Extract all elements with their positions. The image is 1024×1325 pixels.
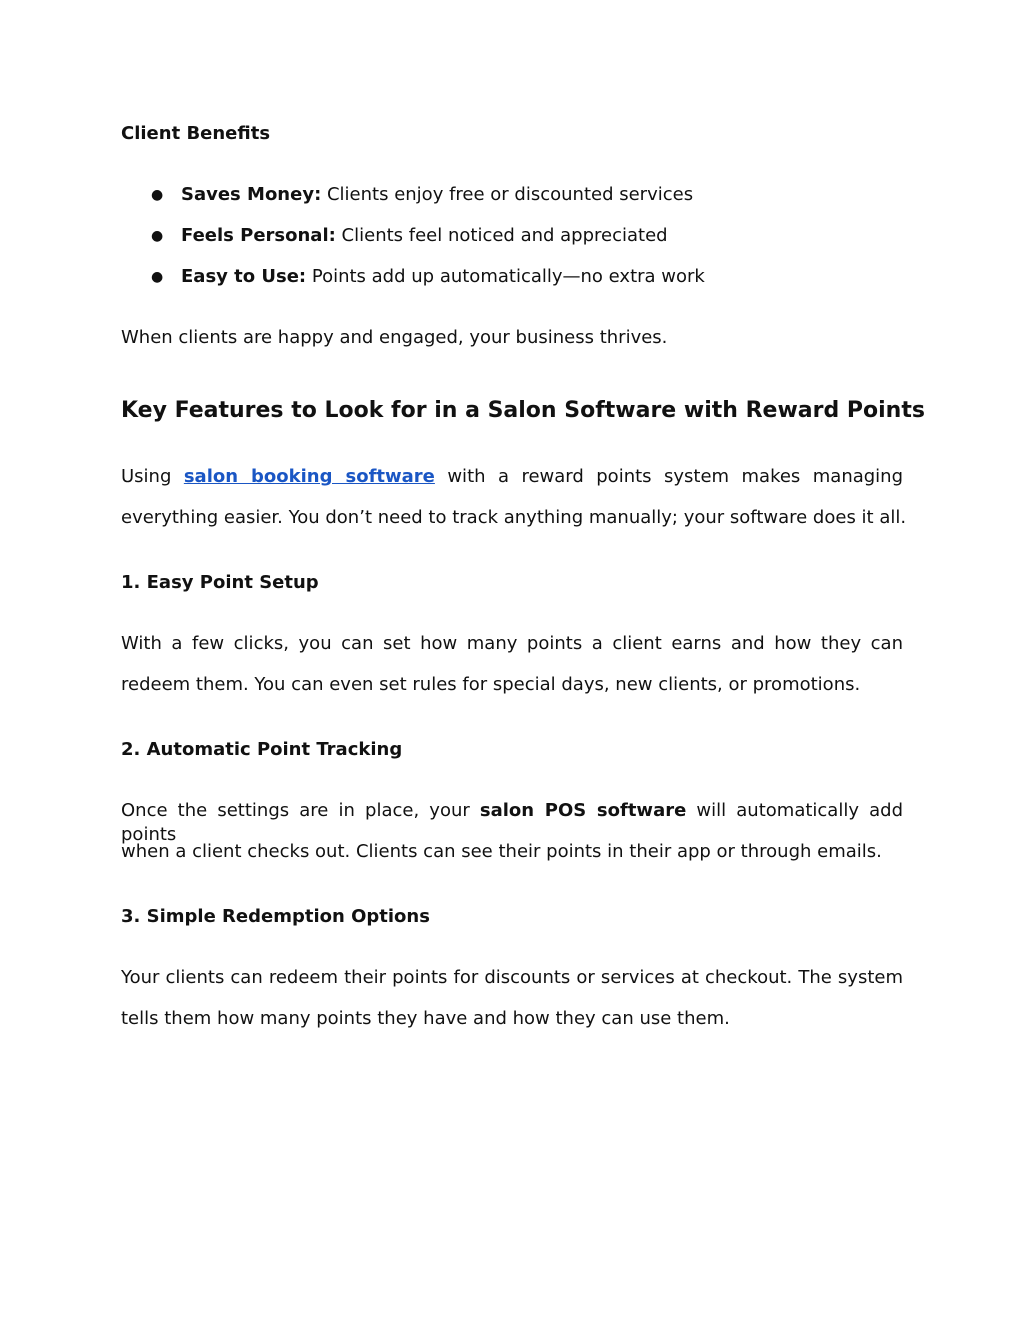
client-benefits-heading: Client Benefits [121, 123, 271, 144]
benefit-text: Clients enjoy free or discounted services [321, 184, 694, 205]
section-1-line2: redeem them. You can even set rules for special days, new clients, or promotions. [121, 674, 861, 695]
bullet-icon: ● [151, 269, 164, 285]
benefit-label: Feels Personal: [181, 225, 336, 246]
benefit-text: Points add up automatically—no extra work [306, 266, 705, 287]
closing-paragraph: When clients are happy and engaged, your business thrives. [121, 327, 668, 348]
section-heading-automatic-point-tracking: 2. Automatic Point Tracking [121, 739, 403, 760]
benefit-label: Easy to Use: [181, 266, 307, 287]
section-heading-easy-point-setup: 1. Easy Point Setup [121, 572, 319, 593]
section-1-line1: With a few clicks, you can set how many points a client earns and how they can [121, 633, 903, 654]
section-2-line1: Once the settings are in place, your salon POS software will automatically add points [121, 800, 903, 845]
section-heading-simple-redemption-options: 3. Simple Redemption Options [121, 906, 430, 927]
bullet-icon: ● [151, 187, 164, 203]
intro-paragraph-line1: Using salon booking software with a reward points system makes managing [121, 466, 904, 487]
benefit-text: Clients feel noticed and appreciated [335, 225, 668, 246]
section-3-line2: tells them how many points they have and how they can use them. [121, 1008, 730, 1029]
salon-booking-software-link[interactable]: salon booking software [183, 466, 435, 487]
salon-pos-software-text: salon POS software [479, 800, 687, 821]
key-features-heading: Key Features to Look for in a Salon Software with Reward Points [121, 398, 925, 423]
benefit-label: Saves Money: [181, 184, 322, 205]
bullet-icon: ● [151, 228, 164, 244]
section-2-line2: when a client checks out. Clients can see their points in their app or through emails. [121, 841, 882, 862]
section-3-line1: Your clients can redeem their points for discounts or services at checkout. The system [121, 967, 903, 988]
intro-paragraph-line2: everything easier. You don’t need to track anything manually; your software does it all. [121, 507, 907, 528]
